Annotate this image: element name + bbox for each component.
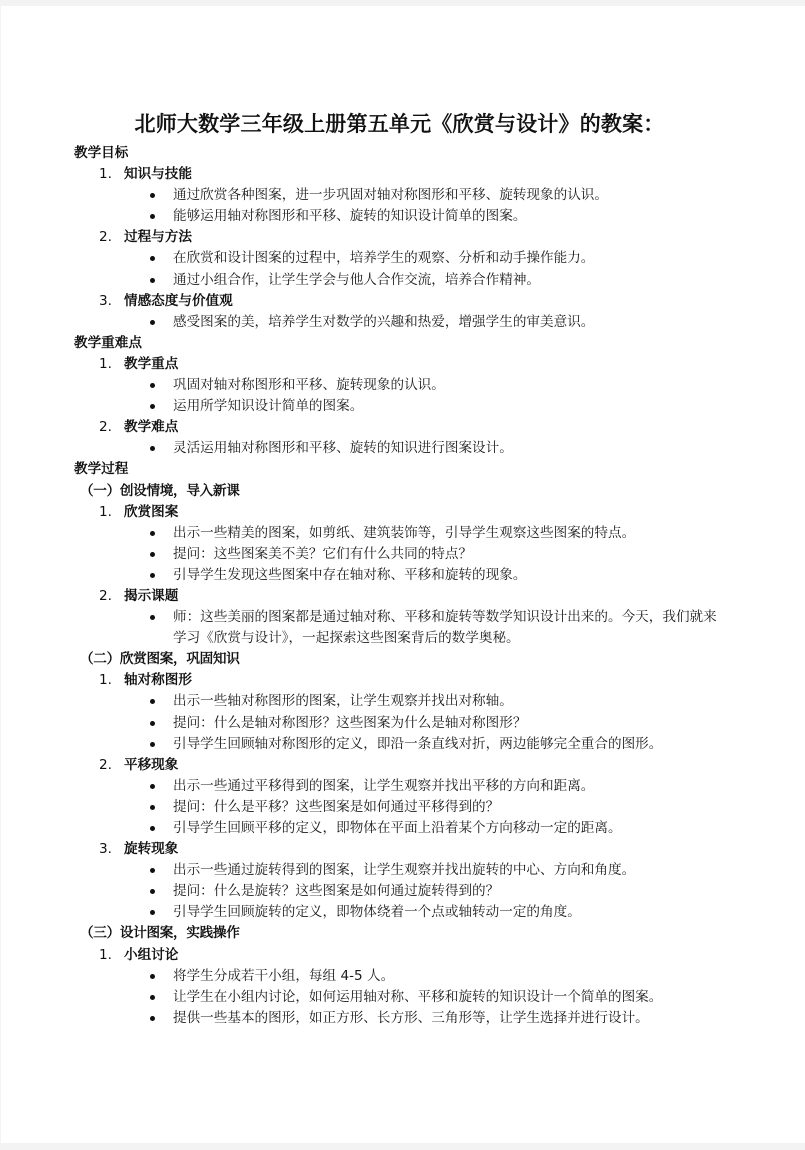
bullet-list: [74, 966, 754, 1029]
item-label: 情感态度与价值观: [124, 292, 233, 309]
list-item: [74, 670, 754, 754]
subsection-item-list: [74, 945, 754, 1029]
bullet-item: 巩固对轴对称图形和平移、旋转现象的认识。: [74, 375, 729, 396]
bullet-list: [74, 776, 754, 839]
subsection-heading: （一）创设情境，导入新课: [80, 482, 240, 499]
list-item: [74, 502, 754, 586]
bullet-item: 提问：什么是平移？这些图案是如何通过平移得到的？: [74, 797, 729, 818]
bullet-item: 提供一些基本的图形，如正方形、长方形、三角形等，让学生选择并进行设计。: [74, 1008, 729, 1029]
document-page: [1, 6, 805, 1143]
item-number: 3.: [99, 841, 112, 858]
bullet-list: [74, 691, 754, 754]
list-item: [74, 755, 754, 839]
item-label: 揭示课题: [124, 587, 179, 604]
bullet-item: 通过小组合作，让学生学会与他人合作交流，培养合作精神。: [74, 270, 729, 291]
item-number: 1.: [99, 672, 112, 689]
bullet-list: [74, 312, 754, 333]
subsection-item-list: [74, 502, 754, 650]
item-number: 1.: [99, 355, 112, 372]
item-label: 轴对称图形: [124, 672, 192, 689]
bullet-list: [74, 860, 754, 923]
item-number: 2.: [99, 419, 112, 436]
item-number: 2.: [99, 229, 112, 246]
bullet-list: [74, 438, 754, 459]
document-title: 北师大数学三年级上册第五单元《欣赏与设计》的教案：: [134, 112, 665, 136]
bullet-item: 让学生在小组内讨论，如何运用轴对称、平移和旋转的知识设计一个简单的图案。: [74, 987, 729, 1008]
bullet-item: 将学生分成若干小组，每组 4-5 人。: [74, 966, 729, 987]
item-heading: [74, 755, 754, 776]
item-label: 教学重点: [124, 355, 179, 372]
item-number: 1.: [99, 166, 112, 183]
bullet-item: 出示一些轴对称图形的图案，让学生观察并找出对称轴。: [74, 691, 729, 712]
bullet-item: 引导学生发现这些图案中存在轴对称、平移和旋转的现象。: [74, 565, 729, 586]
bullet-item: 感受图案的美，培养学生对数学的兴趣和热爱，增强学生的审美意识。: [74, 312, 729, 333]
list-item: [74, 839, 754, 923]
item-heading: [74, 670, 754, 691]
subsection-item-list: [74, 670, 754, 923]
list-item: [74, 227, 754, 290]
subsection-introduction: [74, 481, 754, 650]
bullet-item: 运用所学知识设计简单的图案。: [74, 396, 729, 417]
list-item: [74, 417, 754, 459]
list-item: [74, 164, 754, 227]
bullet-item: 在欣赏和设计图案的过程中，培养学生的观察、分析和动手操作能力。: [74, 248, 729, 269]
bullet-item: 出示一些通过平移得到的图案，让学生观察并找出平移的方向和距离。: [74, 776, 729, 797]
item-label: 过程与方法: [124, 229, 192, 246]
list-item: [74, 586, 754, 649]
bullet-item: 能够运用轴对称图形和平移、旋转的知识设计简单的图案。: [74, 206, 729, 227]
item-heading: [74, 839, 754, 860]
bullet-item: 灵活运用轴对称图形和平移、旋转的知识进行图案设计。: [74, 438, 729, 459]
list-item: [74, 354, 754, 417]
item-number: 1.: [99, 503, 112, 520]
item-heading: [74, 164, 754, 185]
document-body: [74, 143, 754, 1029]
section-heading: 教学过程: [74, 461, 129, 478]
item-heading: [74, 417, 754, 438]
item-heading: [74, 227, 754, 248]
bullet-list: [74, 185, 754, 227]
section-teaching-objectives: [74, 143, 754, 333]
item-heading: [74, 586, 754, 607]
bullet-item: 提问：什么是旋转？这些图案是如何通过旋转得到的？: [74, 881, 729, 902]
bullet-item: 引导学生回顾平移的定义，即物体在平面上沿着某个方向移动一定的距离。: [74, 818, 729, 839]
subsection-heading: （三）设计图案，实践操作: [80, 925, 240, 942]
item-label: 旋转现象: [124, 841, 179, 858]
bullet-list: [74, 523, 754, 586]
key-points-list: [74, 354, 754, 459]
item-heading: [74, 945, 754, 966]
item-label: 教学难点: [124, 419, 179, 436]
bullet-item: 通过欣赏各种图案，进一步巩固对轴对称图形和平移、旋转现象的认识。: [74, 185, 729, 206]
item-label: 欣赏图案: [124, 503, 179, 520]
subsection-heading: （二）欣赏图案，巩固知识: [80, 651, 240, 668]
item-number: 2.: [99, 756, 112, 773]
list-item: [74, 291, 754, 333]
section-heading: 教学目标: [74, 145, 129, 161]
item-label: 小组讨论: [124, 946, 179, 963]
item-heading: [74, 502, 754, 523]
item-label: 知识与技能: [124, 166, 192, 183]
list-item: [74, 945, 754, 1029]
bullet-list: [74, 248, 754, 290]
bullet-item: 提问：这些图案美不美？它们有什么共同的特点？: [74, 544, 729, 565]
section-heading: 教学重难点: [74, 334, 142, 351]
bullet-item: 引导学生回顾轴对称图形的定义，即沿一条直线对折，两边能够完全重合的图形。: [74, 734, 729, 755]
bullet-item: 提问：什么是轴对称图形？这些图案为什么是轴对称图形？: [74, 713, 729, 734]
bullet-item: 出示一些通过旋转得到的图案，让学生观察并找出旋转的中心、方向和角度。: [74, 860, 729, 881]
bullet-list: [74, 375, 754, 417]
subsection-design-practice: [74, 923, 754, 1028]
item-heading: [74, 354, 754, 375]
bullet-item: 引导学生回顾旋转的定义，即物体绕着一个点或轴转动一定的角度。: [74, 902, 729, 923]
objective-list: [74, 164, 754, 333]
section-key-difficult-points: [74, 333, 754, 460]
item-heading: [74, 291, 754, 312]
item-number: 2.: [99, 587, 112, 604]
bullet-item: 出示一些精美的图案，如剪纸、建筑装饰等，引导学生观察这些图案的特点。: [74, 523, 729, 544]
subsection-appreciation: [74, 649, 754, 923]
item-number: 3.: [99, 292, 112, 309]
item-number: 1.: [99, 946, 112, 963]
bullet-list: [74, 607, 754, 649]
section-teaching-process: [74, 459, 754, 1029]
item-label: 平移现象: [124, 756, 179, 773]
bullet-item: 师：这些美丽的图案都是通过轴对称、平移和旋转等数学知识设计出来的。今天，我们就来学习《欣赏与设计》，一起探索这些图案背后的数学奥秘。: [74, 607, 729, 649]
